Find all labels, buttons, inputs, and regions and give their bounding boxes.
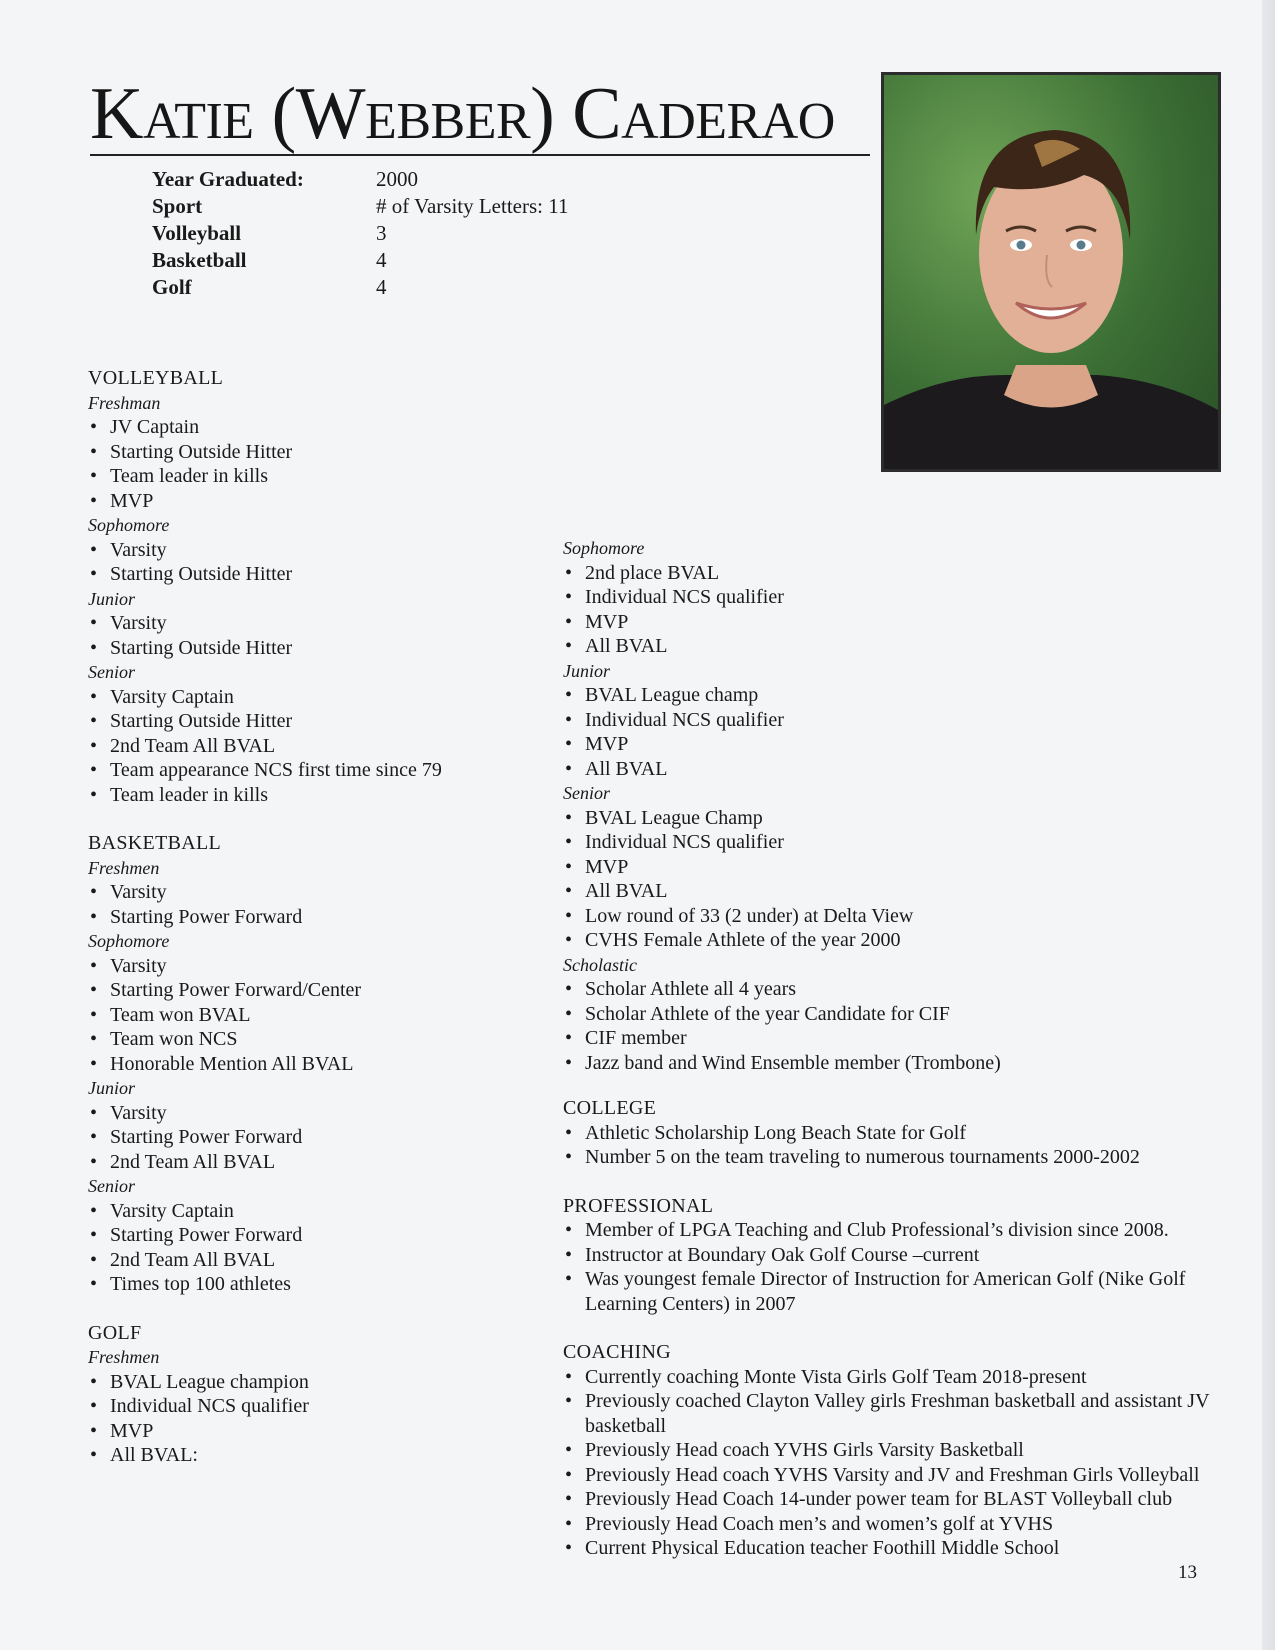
list-item: • 2nd Team All BVAL xyxy=(88,1150,528,1175)
subheading: Senior xyxy=(88,1176,135,1196)
list-item: • Honorable Mention All BVAL xyxy=(88,1052,528,1077)
list-item: • Scholar Athlete of the year Candidate for CIF xyxy=(563,1002,1223,1027)
subheading: Senior xyxy=(88,662,135,682)
list-item: • 2nd Team All BVAL xyxy=(88,1248,528,1273)
subheading: Freshman xyxy=(88,392,161,413)
list-item: • Currently coaching Monte Vista Girls Golf Team 2018-present xyxy=(563,1365,1223,1390)
stat-label: Year Graduated: xyxy=(152,167,304,191)
list-item: • 2nd place BVAL xyxy=(563,561,1223,586)
list-item: • Starting Power Forward xyxy=(88,1223,528,1248)
list-item: • Individual NCS qualifier xyxy=(563,708,1223,733)
list-item: • Jazz band and Wind Ensemble member (Trombone) xyxy=(563,1051,1223,1076)
page-edge xyxy=(1262,0,1275,1650)
stats-row xyxy=(152,274,568,301)
subheading: Junior xyxy=(88,588,135,609)
list-item: • Individual NCS qualifier xyxy=(563,585,1223,610)
bullet-list xyxy=(88,954,528,1077)
list-item: • Was youngest female Director of Instruction for American Golf (Nike Golf Learning Centers) in 2007 xyxy=(563,1267,1223,1316)
list-item: • Varsity xyxy=(88,1101,528,1126)
section-heading-college: COLLEGE xyxy=(563,1097,657,1119)
bullet-list xyxy=(88,880,528,929)
subheading: Junior xyxy=(88,1078,135,1098)
subheading: Scholastic xyxy=(563,954,637,975)
list-item: • Varsity xyxy=(88,954,528,979)
list-item: • Team leader in kills xyxy=(88,783,528,808)
spacer xyxy=(88,807,528,831)
list-item: • Starting Outside Hitter xyxy=(88,709,528,734)
spacer xyxy=(88,1297,528,1321)
portrait-photo xyxy=(881,72,1221,472)
section-heading-coaching: COACHING xyxy=(563,1341,671,1363)
bullet-list xyxy=(88,538,528,587)
subheading: Sophomore xyxy=(88,931,170,951)
list-item: • Starting Outside Hitter xyxy=(88,636,528,661)
list-item: • All BVAL xyxy=(563,634,1223,659)
bullet-list xyxy=(88,1370,528,1468)
stats-row xyxy=(152,247,568,274)
list-item: • CVHS Female Athlete of the year 2000 xyxy=(563,928,1223,953)
left-column xyxy=(88,366,528,1468)
portrait-illustration xyxy=(884,75,1218,469)
section-heading-volleyball: VOLLEYBALL xyxy=(88,367,224,389)
list-item: • Starting Power Forward xyxy=(88,905,528,930)
list-item: • Team appearance NCS first time since 79 xyxy=(88,758,528,783)
stat-label: Volleyball xyxy=(152,221,242,245)
list-item: • Team leader in kills xyxy=(88,464,528,489)
spacer xyxy=(563,1170,1223,1194)
subheading: Freshmen xyxy=(88,857,160,878)
subheading: Senior xyxy=(563,783,610,803)
list-item: • Varsity Captain xyxy=(88,685,528,710)
stats-row xyxy=(152,166,568,193)
list-item: • Member of LPGA Teaching and Club Professional’s division since 2008. xyxy=(563,1218,1223,1243)
bullet-list xyxy=(88,685,528,808)
list-item: • JV Captain xyxy=(88,415,528,440)
stat-value: # of Varsity Letters: 11 xyxy=(376,194,569,218)
subheading: Freshmen xyxy=(88,1347,160,1367)
stat-label: Golf xyxy=(152,275,192,299)
list-item: • Current Physical Education teacher Foothill Middle School xyxy=(563,1536,1223,1561)
subheading: Sophomore xyxy=(563,538,645,558)
list-item: • MVP xyxy=(88,1419,528,1444)
list-item: • Previously Head coach YVHS Varsity and JV and Freshman Girls Volleyball xyxy=(563,1463,1223,1488)
list-item: • BVAL League Champ xyxy=(563,806,1223,831)
subheading: Junior xyxy=(563,660,610,681)
list-item: • CIF member xyxy=(563,1026,1223,1051)
list-item: • BVAL League champion xyxy=(88,1370,528,1395)
list-item: • BVAL League champ xyxy=(563,683,1223,708)
right-column xyxy=(563,536,1223,1561)
list-item: • Individual NCS qualifier xyxy=(88,1394,528,1419)
list-item: • Low round of 33 (2 under) at Delta View xyxy=(563,904,1223,929)
stats-row xyxy=(152,193,568,220)
bullet-list xyxy=(88,1101,528,1175)
list-item: • All BVAL xyxy=(563,757,1223,782)
bullet-list xyxy=(563,683,1223,781)
list-item: • Athletic Scholarship Long Beach State for Golf xyxy=(563,1121,1223,1146)
list-item: • Instructor at Boundary Oak Golf Course –current xyxy=(563,1243,1223,1268)
page-title: Katie (Webber) Caderao xyxy=(90,73,835,155)
list-item: • Previously Head Coach men’s and women’s golf at YVHS xyxy=(563,1512,1223,1537)
list-item: • Starting Outside Hitter xyxy=(88,440,528,465)
stats-table xyxy=(152,166,568,301)
list-item: • Varsity xyxy=(88,611,528,636)
list-item: • MVP xyxy=(563,610,1223,635)
list-item: • Varsity xyxy=(88,880,528,905)
bullet-list xyxy=(88,415,528,513)
list-item: • Starting Power Forward/Center xyxy=(88,978,528,1003)
stat-label: Basketball xyxy=(152,248,247,272)
bullet-list xyxy=(563,1121,1223,1170)
list-item: • 2nd Team All BVAL xyxy=(88,734,528,759)
list-item: • Individual NCS qualifier xyxy=(563,830,1223,855)
list-item: • Varsity xyxy=(88,538,528,563)
list-item: • Scholar Athlete all 4 years xyxy=(563,977,1223,1002)
stat-value: 3 xyxy=(376,221,387,245)
bullet-list xyxy=(88,611,528,660)
list-item: • Previously Head Coach 14-under power team for BLAST Volleyball club xyxy=(563,1487,1223,1512)
stats-row xyxy=(152,220,568,247)
bullet-list xyxy=(88,1199,528,1297)
stat-value: 2000 xyxy=(376,167,418,191)
list-item: • MVP xyxy=(563,855,1223,880)
bullet-list xyxy=(563,806,1223,953)
spacer xyxy=(563,1075,1223,1096)
list-item: • Team won NCS xyxy=(88,1027,528,1052)
section-heading-golf: GOLF xyxy=(88,1321,142,1344)
spacer xyxy=(563,1316,1223,1340)
list-item: • Previously coached Clayton Valley girls Freshman basketball and assistant JV basketball xyxy=(563,1389,1223,1438)
page-number: 13 xyxy=(1178,1562,1197,1583)
subheading: Sophomore xyxy=(88,515,170,535)
stat-value: 4 xyxy=(376,275,387,299)
list-item: • All BVAL xyxy=(563,879,1223,904)
list-item: • MVP xyxy=(88,489,528,514)
list-item: • Starting Outside Hitter xyxy=(88,562,528,587)
list-item: • Previously Head coach YVHS Girls Varsity Basketball xyxy=(563,1438,1223,1463)
bullet-list xyxy=(563,1218,1223,1316)
list-item: • Varsity Captain xyxy=(88,1199,528,1224)
stat-label: Sport xyxy=(152,194,203,218)
bullet-list xyxy=(563,561,1223,659)
section-heading-professional: PROFESSIONAL xyxy=(563,1194,714,1217)
list-item: • Times top 100 athletes xyxy=(88,1272,528,1297)
title-block xyxy=(90,68,870,156)
list-item: • All BVAL: xyxy=(88,1443,528,1468)
list-item: • Starting Power Forward xyxy=(88,1125,528,1150)
list-item: • MVP xyxy=(563,732,1223,757)
stat-value: 4 xyxy=(376,248,387,272)
section-heading-basketball: BASKETBALL xyxy=(88,832,221,854)
bullet-list xyxy=(563,1365,1223,1561)
bullet-list xyxy=(563,977,1223,1075)
list-item: • Team won BVAL xyxy=(88,1003,528,1028)
list-item: • Number 5 on the team traveling to numerous tournaments 2000-2002 xyxy=(563,1145,1223,1170)
